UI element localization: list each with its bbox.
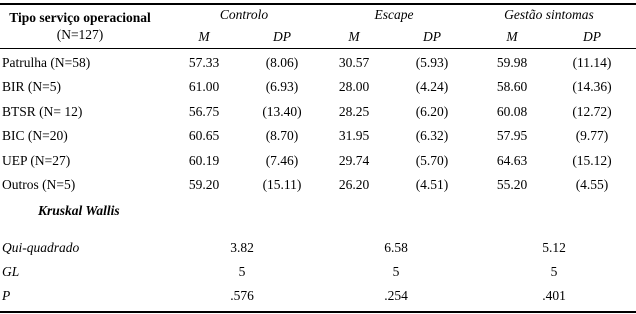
cell-escape-m: 31.95 xyxy=(338,128,370,143)
cell-gestao-dp: (12.72) xyxy=(572,104,612,119)
group-controlo: Controlo xyxy=(219,7,269,22)
cell-gestao-m: 59.98 xyxy=(496,55,528,70)
sub-controlo-m: M xyxy=(198,29,210,44)
stat-controlo: 5 xyxy=(238,264,246,279)
cell-controlo-dp: (8.70) xyxy=(265,128,299,143)
sub-escape-dp: DP xyxy=(423,29,441,44)
group-gestao-sintomas: Gestão sintomas xyxy=(504,7,594,22)
stat-label: GL xyxy=(2,264,20,279)
row-label: BIC (N=20) xyxy=(2,128,68,143)
stat-label: P xyxy=(2,288,11,303)
cell-gestao-m: 58.60 xyxy=(496,79,528,94)
cell-escape-dp: (5.70) xyxy=(415,153,449,168)
cell-controlo-dp: (7.46) xyxy=(265,153,299,168)
stat-gestao: .401 xyxy=(542,288,566,303)
sub-gestao-dp: DP xyxy=(583,29,601,44)
cell-escape-dp: (4.51) xyxy=(415,177,449,192)
cell-controlo-dp: (13.40) xyxy=(262,104,302,119)
row-label: BIR (N=5) xyxy=(2,79,61,94)
bottom-rule xyxy=(0,311,636,313)
cell-escape-m: 29.74 xyxy=(338,153,370,168)
cell-escape-dp: (6.32) xyxy=(415,128,449,143)
row-label: Outros (N=5) xyxy=(2,177,76,192)
cell-gestao-dp: (14.36) xyxy=(572,79,612,94)
cell-controlo-dp: (8.06) xyxy=(265,55,299,70)
row-label: BTSR (N= 12) xyxy=(2,104,83,119)
stat-gestao: 5 xyxy=(550,264,558,279)
cell-controlo-m: 56.75 xyxy=(188,104,220,119)
top-rule xyxy=(0,3,636,5)
cell-gestao-m: 64.63 xyxy=(496,153,528,168)
stat-gestao: 5.12 xyxy=(542,240,566,255)
sub-gestao-m: M xyxy=(506,29,518,44)
cell-gestao-m: 60.08 xyxy=(496,104,528,119)
cell-escape-dp: (6.20) xyxy=(415,104,449,119)
cell-gestao-dp: (11.14) xyxy=(572,55,612,70)
stat-escape: .254 xyxy=(384,288,408,303)
cell-controlo-dp: (15.11) xyxy=(262,177,302,192)
cell-controlo-m: 60.65 xyxy=(188,128,220,143)
cell-escape-m: 30.57 xyxy=(338,55,370,70)
stat-escape: 5 xyxy=(392,264,400,279)
row-label: Patrulha (N=58) xyxy=(2,55,91,70)
kruskal-wallis-title: Kruskal Wallis xyxy=(38,203,120,218)
group-escape: Escape xyxy=(374,7,414,22)
cell-escape-dp: (5.93) xyxy=(415,55,449,70)
cell-controlo-m: 59.20 xyxy=(188,177,220,192)
sub-controlo-dp: DP xyxy=(273,29,291,44)
cell-controlo-m: 57.33 xyxy=(188,55,220,70)
cell-controlo-dp: (6.93) xyxy=(265,79,299,94)
cell-gestao-dp: (15.12) xyxy=(572,153,612,168)
row-label: UEP (N=27) xyxy=(2,153,71,168)
subheader-rule xyxy=(0,48,636,49)
row-label-n: (N=127) xyxy=(56,27,104,42)
cell-controlo-m: 61.00 xyxy=(188,79,220,94)
stat-label: Qui-quadrado xyxy=(2,240,80,255)
cell-gestao-m: 57.95 xyxy=(496,128,528,143)
cell-escape-m: 26.20 xyxy=(338,177,370,192)
sub-escape-m: M xyxy=(348,29,360,44)
stat-controlo: .576 xyxy=(230,288,254,303)
cell-gestao-dp: (4.55) xyxy=(575,177,609,192)
cell-controlo-m: 60.19 xyxy=(188,153,220,168)
cell-escape-m: 28.25 xyxy=(338,104,370,119)
cell-gestao-dp: (9.77) xyxy=(575,128,609,143)
cell-escape-dp: (4.24) xyxy=(415,79,449,94)
stat-controlo: 3.82 xyxy=(230,240,254,255)
cell-escape-m: 28.00 xyxy=(338,79,370,94)
row-label-title: Tipo serviço operacional xyxy=(9,10,151,25)
stat-escape: 6.58 xyxy=(384,240,408,255)
cell-gestao-m: 55.20 xyxy=(496,177,528,192)
